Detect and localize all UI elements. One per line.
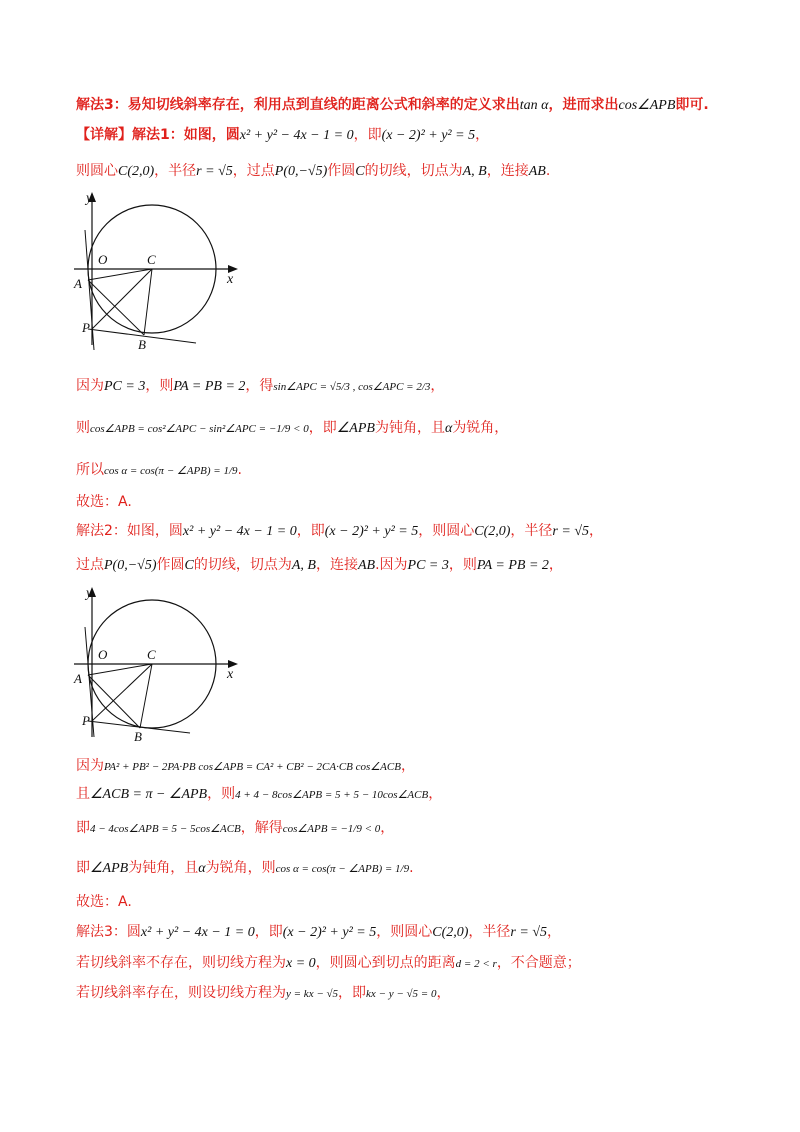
text: 为钝角，且 [374, 420, 445, 436]
text: 解法3：圆 [76, 924, 141, 940]
label-p: P [82, 320, 90, 335]
formula: PC = 3 [407, 558, 449, 573]
formula: ∠APB [336, 421, 375, 436]
geometry-figure-1 [70, 190, 250, 355]
formula: PA = PB = 2 [476, 558, 549, 573]
text: 即 [76, 860, 90, 876]
formula: (x − 2)² + y² = 5 [282, 925, 377, 940]
formula: PC = 3 [104, 379, 146, 394]
text: ， [589, 523, 604, 539]
text: 因为 [76, 378, 104, 394]
formula: AB [528, 164, 546, 179]
text: ，即 [338, 985, 367, 1001]
formula: kx − y − √5 = 0 [366, 988, 437, 1000]
formula: cos α = cos(π − ∠APB) = 1/9 [104, 465, 238, 477]
label-x: x [227, 272, 234, 287]
segment-ab [88, 280, 144, 335]
text-line [76, 756, 415, 777]
text: 解法2：如图，圆 [76, 523, 183, 539]
text-line [76, 784, 442, 805]
text: ， [430, 378, 445, 394]
text: ，则 [448, 557, 477, 573]
text: 作圆 [156, 557, 185, 573]
text: ，即 [296, 523, 325, 539]
text: ，不合题意； [496, 955, 581, 971]
text: ， [400, 758, 415, 774]
formula: cos∠APB [618, 98, 676, 113]
text-line [76, 95, 709, 116]
formula: r = √5 [196, 164, 233, 179]
text: . [545, 163, 551, 179]
answer: 故选：A. [76, 494, 132, 510]
formula: C(2,0) [118, 164, 155, 179]
text: . [237, 462, 242, 478]
text: 为锐角， [452, 420, 509, 436]
text-line [76, 125, 489, 146]
formula: α [444, 421, 453, 436]
label-o: O [98, 252, 108, 267]
text: ，半径 [468, 924, 511, 940]
label-x: x [227, 667, 234, 682]
formula: ∠ACB = π − ∠APB [90, 787, 208, 802]
formula: d = 2 < r [455, 958, 497, 970]
label-a: A [74, 276, 82, 291]
formula: AB [357, 558, 376, 573]
formula: C(2,0) [474, 524, 511, 539]
text: 则圆心 [76, 163, 118, 179]
label-o: O [98, 647, 108, 662]
formula: x = 0 [286, 956, 316, 971]
text-line [76, 555, 563, 576]
label-y: y [86, 586, 93, 601]
text: ，则圆心到切点的距离 [315, 955, 456, 971]
text: 为钝角，且 [128, 860, 199, 876]
text: ，进而求出 [548, 97, 619, 113]
label-p: P [82, 713, 90, 728]
text: ，则 [207, 786, 236, 802]
geometry-figure-2 [70, 585, 250, 745]
text: 则 [76, 420, 90, 436]
text: ， [547, 924, 562, 940]
text: 的切线，切点为 [193, 557, 292, 573]
formula: PA² + PB² − 2PA·PB cos∠APB = CA² + CB² − 2CA·CB cos∠ACB [104, 761, 401, 773]
formula: 4 − 4cos∠APB = 5 − 5cos∠ACB [90, 823, 241, 835]
text: 过点 [76, 557, 104, 573]
text-line [76, 460, 242, 481]
label-c: C [147, 647, 156, 662]
text-line [76, 818, 394, 839]
label-c: C [147, 252, 156, 267]
text: ，即 [308, 420, 337, 436]
formula: P(0,−√5) [274, 164, 328, 179]
formula: ∠APB [90, 861, 129, 876]
formula: α [198, 861, 206, 876]
text: ， [428, 786, 443, 802]
text: .因为 [375, 557, 408, 573]
text-line [76, 418, 508, 439]
text: 所以 [76, 462, 104, 478]
formula: P(0,−√5) [104, 558, 157, 573]
text: ，即 [353, 127, 382, 143]
text: 解法3：易知切线斜率存在，利用点到直线的距离公式和斜率的定义求出 [76, 97, 520, 113]
text: 即 [76, 820, 90, 836]
text: ，连接 [486, 163, 529, 179]
text-line [76, 492, 132, 512]
text-line [76, 953, 581, 974]
formula: r = √5 [510, 925, 548, 940]
text-line [76, 376, 444, 397]
text: ，连接 [315, 557, 358, 573]
text: ，半径 [154, 163, 197, 179]
formula: C(2,0) [432, 925, 469, 940]
text: 作圆 [327, 163, 356, 179]
formula: y = kx − √5 [286, 988, 339, 1000]
formula: C [355, 164, 365, 179]
formula: C [184, 558, 194, 573]
formula: A, B [291, 558, 316, 573]
text: 的切线，切点为 [364, 163, 463, 179]
text: ，即 [254, 924, 283, 940]
text: . [409, 860, 414, 876]
text-line [76, 922, 561, 943]
formula: tan α [519, 98, 549, 113]
text: ，半径 [510, 523, 553, 539]
formula: (x − 2)² + y² = 5 [381, 128, 476, 143]
formula: (x − 2)² + y² = 5 [324, 524, 419, 539]
detail-tag: 【详解】 [76, 127, 132, 143]
formula: x² + y² − 4x − 1 = 0 [239, 128, 354, 143]
segment-cb [144, 269, 152, 335]
formula: sin∠APC = √5/3 , cos∠APC = 2/3 [273, 381, 431, 393]
text: ，则圆心 [418, 523, 475, 539]
formula: cos∠APB = −1/9 < 0 [282, 823, 381, 835]
text: ，解得 [240, 820, 283, 836]
formula: cos α = cos(π − ∠APB) = 1/9 [275, 863, 410, 875]
text: 解法1：如图，圆 [132, 127, 240, 143]
formula: x² + y² − 4x − 1 = 0 [140, 925, 255, 940]
formula: 4 + 4 − 8cos∠APB = 5 + 5 − 10cos∠ACB [235, 789, 429, 801]
text: 因为 [76, 758, 104, 774]
text: ，得 [245, 378, 274, 394]
label-a: A [74, 671, 82, 686]
text: ，则 [145, 378, 174, 394]
text: ， [548, 557, 563, 573]
formula: r = √5 [552, 524, 590, 539]
label-y: y [86, 191, 93, 206]
text-line [76, 161, 550, 182]
text: 且 [76, 786, 90, 802]
text: 即可. [675, 97, 709, 113]
text: ， [380, 820, 395, 836]
text: 若切线斜率存在，则设切线方程为 [76, 985, 286, 1001]
formula: cos∠APB = cos²∠APC − sin²∠APC = −1/9 < 0 [90, 423, 309, 435]
label-b: B [138, 337, 146, 352]
text: ，则圆心 [376, 924, 433, 940]
answer: 故选：A. [76, 894, 132, 910]
text: 若切线斜率不存在，则切线方程为 [76, 955, 286, 971]
text: ， [436, 985, 451, 1001]
formula: A, B [462, 164, 487, 179]
text: ，过点 [232, 163, 275, 179]
text-line [76, 983, 450, 1004]
formula: PA = PB = 2 [173, 379, 246, 394]
text-line [76, 892, 132, 912]
text-line [76, 521, 603, 542]
text: 为锐角，则 [205, 860, 276, 876]
formula: x² + y² − 4x − 1 = 0 [182, 524, 297, 539]
text: ， [475, 127, 490, 143]
text-line [76, 858, 414, 879]
label-b: B [134, 729, 142, 744]
